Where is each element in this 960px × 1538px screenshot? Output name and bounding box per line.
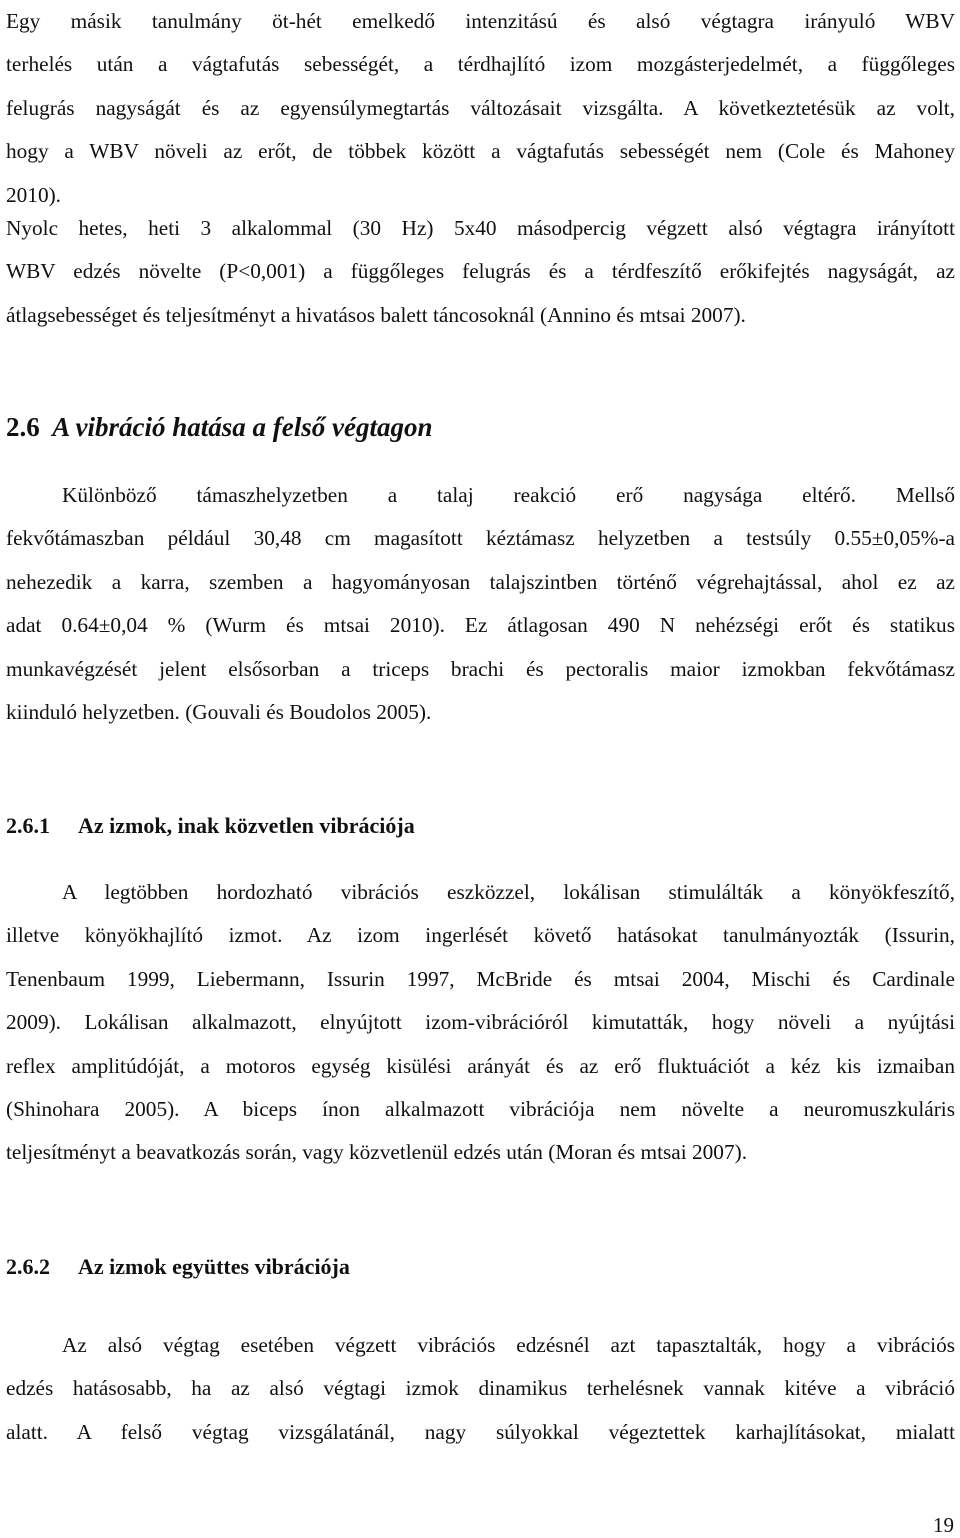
paragraph-2 bbox=[6, 207, 955, 337]
section-heading-2-6 bbox=[6, 412, 433, 443]
paragraph-4 bbox=[6, 871, 955, 1175]
paragraph-line: 2009). Lokálisan alkalmazott, elnyújtott izom-vibrációról kimutatták, hogy növeli a nyújtási bbox=[6, 1010, 955, 1035]
paragraph-line: terhelés után a vágtafutás sebességét, a térdhajlító izom mozgásterjedelmét, a függőleges bbox=[6, 52, 955, 77]
paragraph-line: nehezedik a karra, szemben a hagyományosan talajszintben történő végrehajtással, ahol ez az bbox=[6, 569, 955, 594]
paragraph-3 bbox=[6, 474, 955, 734]
paragraph-line: illetve könyökhajlító izmot. Az izom ingerlését követő hatásokat tanulmányozták (Issurin, bbox=[6, 923, 955, 948]
section-title: A vibráció hatása a felső végtagon bbox=[52, 412, 433, 442]
section-number: 2.6.2 bbox=[6, 1254, 50, 1279]
section-heading-2-6-1 bbox=[6, 813, 415, 839]
section-heading-2-6-2 bbox=[6, 1254, 350, 1280]
paragraph-line: fekvőtámaszban például 30,48 cm magasított kéztámasz helyzetben a testsúly 0.55±0,05%-a bbox=[6, 526, 955, 551]
paragraph-line: munkavégzését jelent elsősorban a triceps brachi és pectoralis maior izmokban fekvőtámasz bbox=[6, 656, 955, 681]
section-title: Az izmok, inak közvetlen vibrációja bbox=[78, 813, 415, 838]
paragraph-line: WBV edzés növelte (P<0,001) a függőleges felugrás és a térdfeszítő erőkifejtés nagyságát, az bbox=[6, 259, 955, 284]
paragraph-line: felugrás nagyságát és az egyensúlymegtartás változásait vizsgálta. A következtetésük az volt, bbox=[6, 95, 955, 120]
page-number: 19 bbox=[933, 1513, 954, 1537]
paragraph-line: Az alsó végtag esetében végzett vibrációs edzésnél azt tapasztalták, hogy a vibrációs bbox=[62, 1333, 955, 1357]
paragraph-line: átlagsebességet és teljesítményt a hivatásos balett táncosoknál (Annino és mtsai 2007). bbox=[6, 302, 746, 327]
paragraph-line: adat 0.64±0,04 % (Wurm és mtsai 2010). Ez átlagosan 490 N nehézségi erőt és statikus bbox=[6, 613, 955, 638]
paragraph-line: A legtöbben hordozható vibrációs eszközzel, lokálisan stimulálták a könyökfeszítő, bbox=[62, 880, 955, 904]
paragraph-line: Nyolc hetes, heti 3 alkalommal (30 Hz) 5x40 másodpercig végzett alsó végtagra irányított bbox=[6, 216, 955, 240]
paragraph-1 bbox=[6, 0, 955, 217]
paragraph-5 bbox=[6, 1324, 955, 1454]
section-title: Az izmok együttes vibrációja bbox=[78, 1254, 350, 1279]
paragraph-line: edzés hatásosabb, ha az alsó végtagi izmok dinamikus terhelésnek vannak kitéve a vibráció bbox=[6, 1376, 955, 1401]
paragraph-line: 2010). bbox=[6, 182, 62, 207]
paragraph-line: Különböző támaszhelyzetben a talaj reakció erő nagysága eltérő. Mellső bbox=[62, 483, 955, 507]
paragraph-line: hogy a WBV növeli az erőt, de többek között a vágtafutás sebességét nem (Cole és Mahoney bbox=[6, 139, 955, 164]
section-number: 2.6.1 bbox=[6, 813, 50, 838]
paragraph-line: alatt. A felső végtag vizsgálatánál, nagy súlyokkal végeztettek karhajlításokat, mialatt bbox=[6, 1419, 955, 1444]
section-number: 2.6 bbox=[6, 412, 40, 442]
paragraph-line: Egy másik tanulmány öt-hét emelkedő intenzitású és alsó végtagra irányuló WBV bbox=[6, 9, 955, 33]
paragraph-line: kiinduló helyzetben. (Gouvali és Boudolos 2005). bbox=[6, 700, 432, 725]
paragraph-line: Tenenbaum 1999, Liebermann, Issurin 1997, McBride és mtsai 2004, Mischi és Cardinale bbox=[6, 966, 955, 991]
paragraph-line: reflex amplitúdóját, a motoros egység kisülési arányát és az erő fluktuációt a kéz kis izmaiban bbox=[6, 1053, 955, 1078]
paragraph-line: (Shinohara 2005). A biceps ínon alkalmazott vibrációja nem növelte a neuromuszkuláris bbox=[6, 1097, 955, 1122]
paragraph-line: teljesítményt a beavatkozás során, vagy közvetlenül edzés után (Moran és mtsai 2007). bbox=[6, 1140, 748, 1165]
